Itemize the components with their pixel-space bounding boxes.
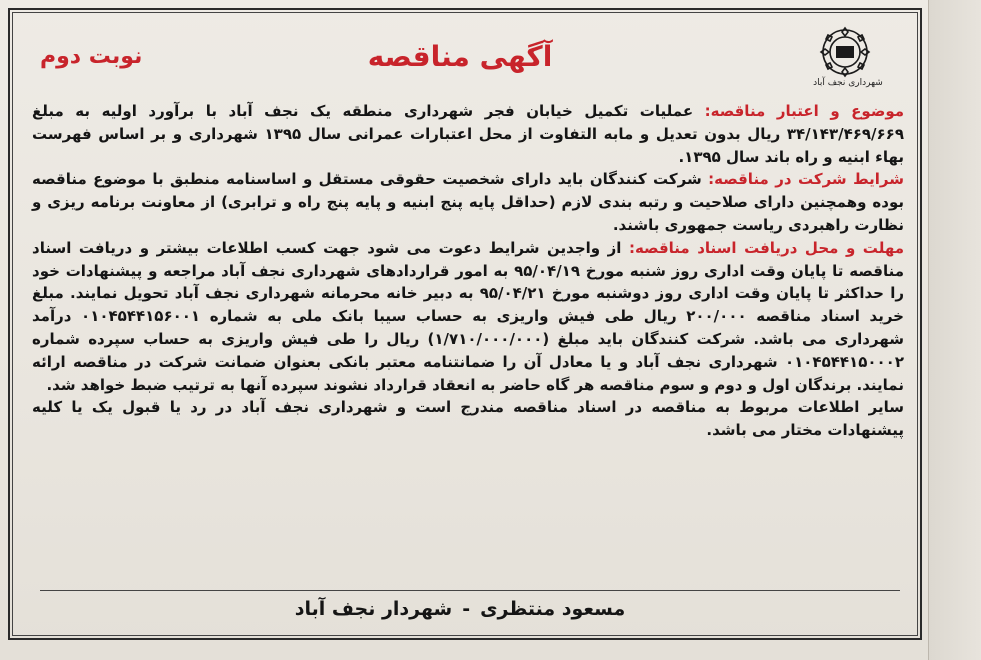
section-text: شرکت کنندگان باید دارای شخصیت حقوقی مستقل و اساسنامه منطبق با موضوع مناقصه بوده وهمچنین دارای صلاحیت و رتبه بندی لازم (حداقل پایه پنج ابنیه و پایه پنج راه و ترابری) از معاونت برنامه ریزی و نظارت راهبردی ریاست جمهوری باشند. [32, 170, 904, 234]
footer-divider [40, 590, 900, 591]
section-text: سایر اطلاعات مربوط به مناقصه در اسناد مناقصه مندرج است و شهرداری نجف آباد در رد یا قبول یک یا کلیه پیشنهادات مختار می باشد. [32, 398, 904, 440]
notice-title: آگهی مناقصه [367, 40, 553, 73]
section-text: عملیات تکمیل خیابان فجر شهرداری منطقه یک نجف آباد با برآورد اولیه به مبلغ ۳۴/۱۴۳/۴۶۹/۶۶۹ ریال بدون تعدیل و مابه التفاوت از محل اعتبارات عمرانی سال ۱۳۹۵ شهرداری و بر اساس فهرست بهاء ابنیه و راه باند سال ۱۳۹۵. [32, 102, 904, 166]
page-edge [928, 0, 981, 660]
municipality-logo-icon [810, 24, 880, 84]
logo-caption: شهرداری نجف آباد [813, 78, 883, 88]
signature [220, 598, 700, 620]
notice-body [32, 100, 904, 442]
signature-separator: - [462, 598, 471, 620]
section-heading: موضوع و اعتبار مناقصه: [704, 102, 905, 120]
section-deadline [32, 237, 904, 397]
signature-role: شهردار نجف آباد [294, 598, 453, 620]
section-heading: مهلت و محل دریافت اسناد مناقصه: [628, 238, 905, 257]
section-conditions [32, 168, 904, 236]
section-other-info [32, 396, 904, 442]
section-subject [32, 100, 904, 168]
notice-round: نوبت دوم [40, 44, 143, 69]
section-heading: شرایط شرکت در مناقصه: [708, 170, 904, 189]
signature-name: مسعود منتظری [480, 598, 626, 620]
section-text: از واجدین شرایط دعوت می شود جهت کسب اطلاعات بیشتر و دریافت اسناد مناقصه تا پایان وقت اداری روز شنبه مورخ ۹۵/۰۴/۱۹ به امور قراردادهای شهرداری نجف آباد مراجعه و پیشنهادات خود را حداکثر تا پایان وقت اداری روز دوشنبه مورخ ۹۵/۰۴/۲۱ به دبیر خانه محرمانه شهرداری نجف آباد تحویل نمایند. مبلغ خرید اسناد مناقصه ۲۰۰/۰۰۰ ریال طی فیش واریزی به حساب سیبا بانک ملی به شماره ۰۱۰۴۵۴۴۱۵۶۰۰۱ درآمد شهرداری می باشد. شرکت کنندگان باید مبلغ (۱/۷۱۰/۰۰۰/۰۰۰) ریال را طی فیش واریزی به حساب سپرده شماره ۰۱۰۴۵۴۴۱۵۰۰۰۲ شهرداری نجف آباد و یا معادل آن را ضمانتنامه معتبر بانکی بعنوان ضمانت شرکت در مناقصه ارائه نمایند. برندگان اول و دوم و سوم مناقصه هر گاه حاضر به انعقاد قرارداد نشوند سپرده آنها به ترتیب ضبط خواهد شد. [32, 238, 904, 394]
